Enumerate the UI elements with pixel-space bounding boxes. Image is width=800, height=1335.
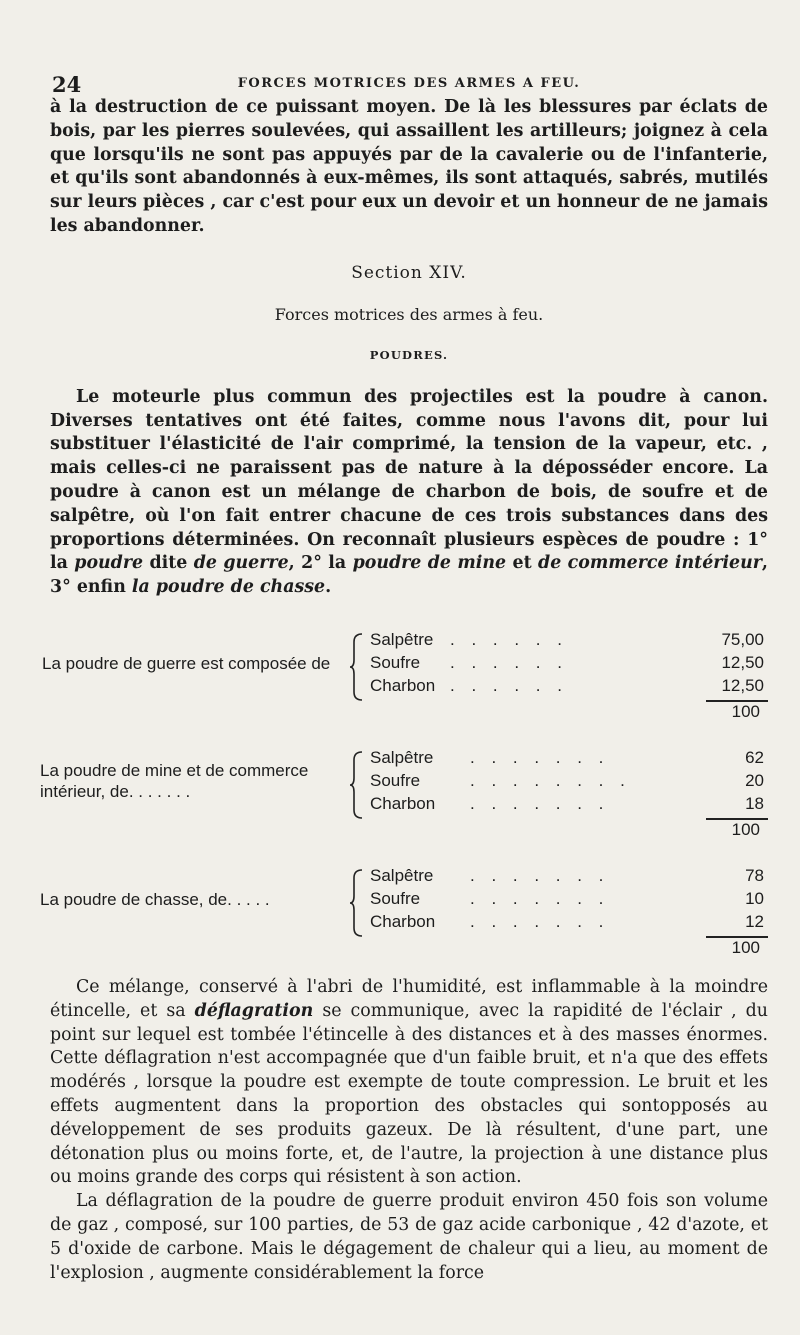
table-total: 100 [731, 937, 760, 957]
main-text-1: Le moteurle plus commun des projectiles est la poudre à canon. Diverses tentatives ont été faites, comme nous l'avons dit, pour lui substituer l'élasticité de l'air comprimé, la tension de la vapeur, etc. , mais celles-ci ne paraissent pas de nature à la déposséder encore. La poudre à canon est un mélange de charbon de bois, de soufre et de salpêtre, où l'on fait entrer chacune de ces trois substances dans des proportions déterminées. On reconnaît plusieurs espèces de poudre : 1° la [50, 386, 768, 574]
table-row [50, 866, 768, 889]
leader-dots: . . . . . . [450, 652, 568, 672]
table-label-line1: La poudre de mine et de commerce [40, 760, 309, 780]
final-paragraph [50, 976, 768, 1190]
table-row [50, 912, 768, 935]
main-text-6: . [325, 577, 332, 598]
item-label: Salpêtre [370, 629, 434, 649]
leader-dots: . . . . . . [450, 629, 568, 649]
main-text-4: et [506, 553, 539, 574]
intro-paragraph: à la destruction de ce puissant moyen. De là les blessures par éclats de bois, par les pierres soulevées, qui assaillent les artilleurs; joignez à cela que lorsqu'ils ne sont pas appuyés par de la cavalerie ou de l'infanterie, et qu'ils sont abandonnés à eux-mêmes, ils sont attaqués, sabrés, mutilés sur leurs pièces , car c'est pour eux un devoir et un honneur de ne jamais les abandonner. [50, 97, 768, 236]
table-label: La poudre de chasse, de. . . . . [40, 889, 270, 909]
subsection-heading: POUDRES. [369, 347, 449, 362]
leader-dots: . . . . . . . [470, 911, 610, 931]
final-text-2: se communique, avec la rapidité de l'éclair , du point sur lequel est tombée l'étincelle à des distances et à des masses énormes. Cette déflagration n'est accompagnée que d'un faible bruit, et n'a que des effets modérés , lorsque la poudre est exempte de toute compression. Le bruit et les effets augmentent dans la proportion des obstacles qui sontopposés au développement de ses produits gazeux. De là résultent, d'une part, une détonation plus ou moins forte, et, de l'autre, la projection à une distance plus ou moins grande des corps qui résistent à son action. [50, 1000, 768, 1188]
item-value: 78 [745, 865, 764, 885]
composition-table-chasse [40, 865, 768, 962]
main-italic-5: la poudre de chasse [131, 577, 326, 598]
final-text-1: Ce mélange, conservé à l'abri de l'humidité, est inflammable à la moindre étincelle, et sa [50, 976, 768, 1021]
composition-table-mine [40, 747, 768, 844]
main-italic-2: de guerre [193, 553, 289, 574]
item-value: 62 [745, 747, 764, 767]
final-italic-1: déflagration [194, 1000, 314, 1021]
item-value: 12 [745, 911, 764, 931]
item-value: 12,50 [721, 675, 764, 695]
section-title: Section XIV. [351, 262, 467, 283]
composition-table-guerre [42, 629, 768, 726]
main-text-3: , 2° la [288, 553, 353, 574]
table-row [50, 653, 768, 676]
table-row [50, 794, 768, 817]
leader-dots: . . . . . . . [470, 747, 610, 767]
table-label: La poudre de guerre est composée de [42, 653, 331, 673]
last-paragraph: La déflagration de la poudre de guerre produit environ 450 fois son volume de gaz , composé, sur 100 parties, de 53 de gaz acide carbonique , 42 d'azote, et 5 d'oxide de carbone. Mais le dégagement de chaleur qui a lieu, au moment de l'explosion , augmente considérablement la force [50, 1191, 768, 1283]
item-label: Soufre [370, 770, 421, 790]
table-row [50, 630, 768, 653]
item-label: Charbon [370, 911, 436, 931]
item-value: 20 [745, 770, 764, 790]
item-label: Salpêtre [370, 747, 434, 767]
main-text-2: dite [143, 553, 194, 574]
item-value: 75,00 [721, 629, 764, 649]
leader-dots: . . . . . . [450, 675, 568, 695]
item-label: Charbon [370, 675, 436, 695]
leader-dots: . . . . . . . . [470, 770, 631, 790]
table-row [50, 748, 768, 771]
book-page [40, 48, 768, 1285]
item-label: Soufre [370, 652, 421, 672]
main-italic-3: poudre de mine [352, 553, 507, 574]
page-header [50, 48, 768, 97]
item-value: 10 [745, 888, 764, 908]
main-paragraph [50, 386, 768, 600]
table-row [50, 676, 768, 699]
item-label: Soufre [370, 888, 421, 908]
item-value: 12,50 [721, 652, 764, 672]
table-label-line2: intérieur, de. . . . . . . [40, 781, 191, 801]
table-row [50, 889, 768, 912]
table-total: 100 [731, 701, 760, 721]
table-row [50, 771, 768, 794]
main-italic-4: de commerce intérieur [538, 553, 762, 574]
section-subtitle: Forces motrices des armes à feu. [274, 304, 544, 324]
main-text-5: , 3° enfin [50, 553, 768, 598]
main-italic-1: poudre [74, 553, 144, 574]
item-label: Salpêtre [370, 865, 434, 885]
page-number: 24 [52, 72, 82, 97]
item-label: Charbon [370, 793, 436, 813]
leader-dots: . . . . . . . [470, 888, 610, 908]
running-title: FORCES MOTRICES DES ARMES A FEU. [237, 76, 581, 91]
table-total: 100 [731, 819, 760, 839]
leader-dots: . . . . . . . [470, 793, 610, 813]
leader-dots: . . . . . . . [470, 865, 610, 885]
item-value: 18 [745, 793, 764, 813]
